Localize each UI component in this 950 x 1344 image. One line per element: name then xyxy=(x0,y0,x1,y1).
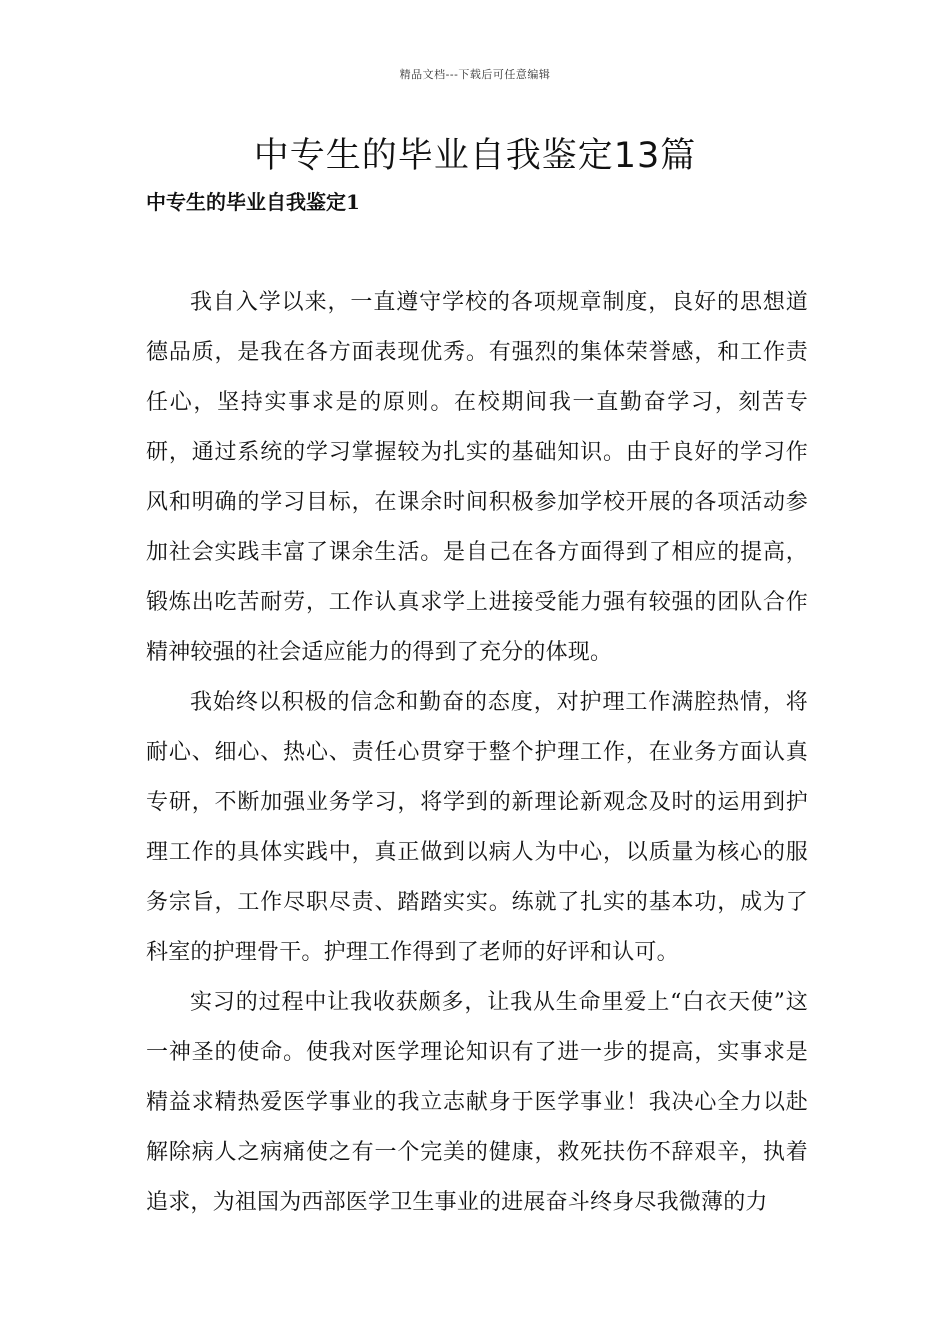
paragraph-3: 实习的过程中让我收获颇多，让我从生命里爱上“白衣天使”这一神圣的使命。使我对医学理论知识有了进一步的提高，实事求是精益求精热爱医学事业的我立志献身于医学事业！我决心全力以赴解除病人之病痛使之有一个完美的健康，救死扶伤不辞艰辛，执着追求，为祖国为西部医学卫生事业的进展奋斗终身尽我微薄的力 xyxy=(146,990,808,1215)
paragraph-1: 我自入学以来，一直遵守学校的各项规章制度，良好的思想道德品质，是我在各方面表现优秀。有强烈的集体荣誉感，和工作责任心，坚持实事求是的原则。在校期间我一直勤奋学习，刻苦专研，通过系统的学习掌握较为扎实的基础知识。由于良好的学习作风和明确的学习目标，在课余时间积极参加学校开展的各项活动参加社会实践丰富了课余生活。是自己在各方面得到了相应的提高，锻炼出吃苦耐劳，工作认真求学上进接受能力强有较强的团队合作精神较强的社会适应能力的得到了充分的体现。 xyxy=(146,290,808,665)
document-body xyxy=(146,278,808,1228)
document-title: 中专生的毕业自我鉴定13篇 xyxy=(253,136,697,176)
paragraph-2: 我始终以积极的信念和勤奋的态度，对护理工作满腔热情，将耐心、细心、热心、责任心贯穿于整个护理工作，在业务方面认真专研，不断加强业务学习，将学到的新理论新观念及时的运用到护理工作的具体实践中，真正做到以病人为中心，以质量为核心的服务宗旨，工作尽职尽责、踏踏实实。练就了扎实的基本功，成为了科室的护理骨干。护理工作得到了老师的好评和认可。 xyxy=(146,690,808,965)
section-heading: 中专生的毕业自我鉴定1 xyxy=(146,190,360,214)
page-header-watermark: 精品文档---下载后可任意编辑 xyxy=(399,68,551,81)
